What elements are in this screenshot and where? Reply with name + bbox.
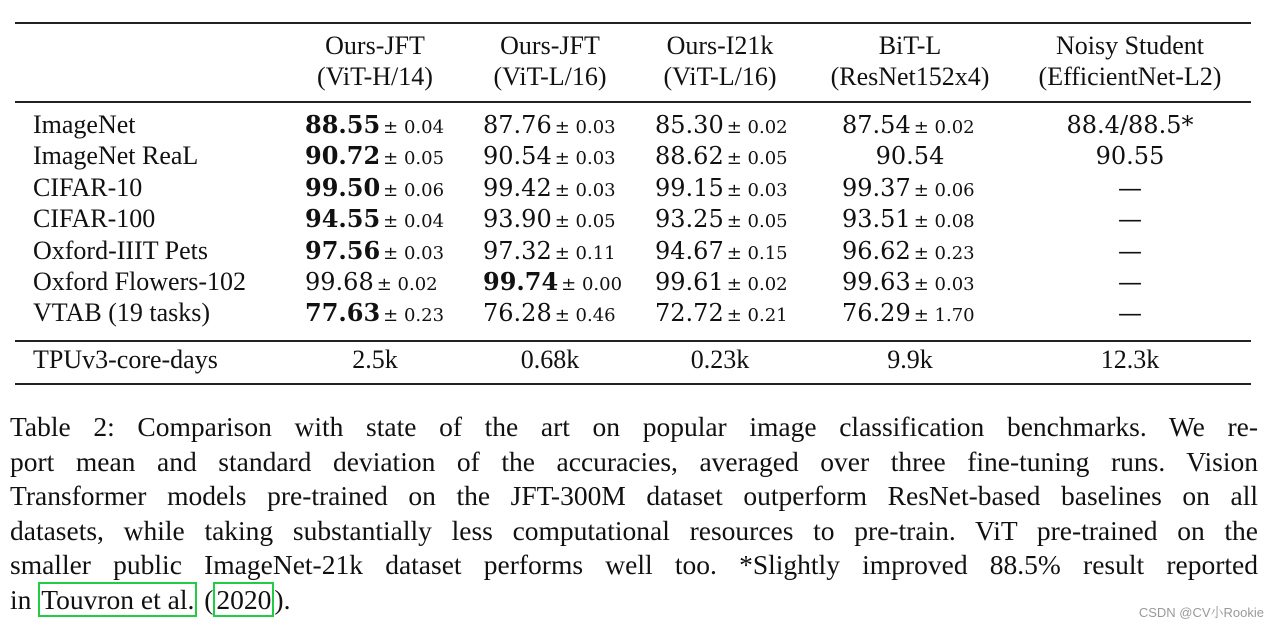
- cell-value: 76.28: [483, 299, 552, 328]
- row-label: CIFAR-100: [33, 204, 156, 234]
- column-name: BiT-L: [878, 31, 942, 60]
- cell-value: 94.67: [655, 236, 724, 265]
- table-cell: [483, 203, 616, 237]
- std-dev: ± 0.46: [554, 305, 616, 327]
- cell-value: 76.29: [842, 299, 911, 328]
- std-dev: ± 0.04: [383, 117, 445, 138]
- cell-value: 90.54: [875, 142, 945, 171]
- std-dev: ± 0.03: [726, 179, 788, 201]
- best-value: 90.72: [305, 141, 381, 171]
- table-cell: [1118, 203, 1142, 235]
- row-label: Oxford Flowers-102: [33, 267, 247, 296]
- best-value: 99.74: [483, 267, 559, 296]
- std-dev: ± 0.04: [383, 211, 445, 233]
- table-cell: [876, 140, 945, 172]
- row-label: Oxford-IIIT Pets: [33, 235, 208, 265]
- compute-value: 9.9k: [887, 345, 933, 374]
- column-header-1: [315, 30, 435, 92]
- column-header-2: [485, 30, 615, 92]
- citation-year-link[interactable]: 2020: [213, 582, 274, 617]
- best-value: 97.56: [305, 235, 381, 265]
- table-cell: [483, 235, 616, 269]
- table-cell: [1096, 140, 1165, 172]
- table-cell: [305, 235, 444, 269]
- cell-value: 99.68: [305, 268, 374, 296]
- cell-value: 87.54: [842, 111, 911, 139]
- std-dev: ± 0.03: [554, 117, 616, 138]
- std-dev: ± 0.02: [376, 274, 438, 295]
- table-cell: [483, 172, 616, 206]
- table-cell: [655, 172, 788, 206]
- compute-row-label: TPUv3-core-days: [33, 345, 218, 374]
- column-header-4: [815, 30, 1005, 92]
- cell-value: 99.63: [842, 268, 911, 296]
- caption-line: port mean and standard deviation of the accuracies, averaged over three fine-tuning runs. Vision: [10, 445, 1258, 477]
- std-dev: ± 0.03: [383, 242, 445, 264]
- std-dev: ± 0.02: [913, 117, 975, 138]
- cell-value: 93.51: [842, 205, 911, 234]
- table-caption: [10, 410, 1258, 617]
- cell-value: 93.90: [483, 205, 552, 234]
- compute-row: [15, 344, 1251, 375]
- std-dev: ± 0.06: [383, 179, 445, 201]
- table-cell: [842, 297, 975, 331]
- table-top-rule: [15, 22, 1251, 24]
- table-cell: [655, 109, 788, 143]
- table-cell: [1118, 172, 1142, 204]
- compute-rule: [15, 340, 1251, 342]
- std-dev: ± 0.02: [726, 274, 788, 295]
- table-cell: [483, 140, 616, 174]
- table-cell: [1067, 109, 1194, 141]
- cell-value: 90.55: [1095, 142, 1165, 171]
- best-value: 99.50: [305, 172, 381, 202]
- cell-value: 99.37: [842, 173, 911, 202]
- column-name: Ours-JFT: [500, 31, 600, 60]
- table-cell: [305, 266, 438, 300]
- table-row: [15, 172, 1251, 203]
- row-label: VTAB (19 tasks): [33, 298, 211, 328]
- caption-prefix: in: [10, 583, 39, 615]
- table-cell: [842, 172, 975, 206]
- caption-line: datasets, while taking substantially less computational resources to pre-train. ViT pre-trained on the: [10, 514, 1258, 546]
- std-dev: ± 1.70: [913, 305, 975, 327]
- table-cell: [842, 203, 975, 237]
- caption-paren: (: [197, 583, 214, 615]
- compute-value: 12.3k: [1100, 345, 1160, 374]
- cell-value: —: [1118, 299, 1142, 328]
- table-row: [15, 109, 1251, 140]
- table-cell: [305, 203, 444, 237]
- std-dev: ± 0.00: [561, 274, 623, 295]
- table-cell: [305, 297, 444, 331]
- column-name: Ours-I21k: [666, 31, 774, 60]
- cell-value: 93.25: [655, 205, 724, 234]
- table-cell: [305, 140, 444, 174]
- caption-line: smaller public ImageNet-21k dataset performs well too. *Slightly improved 88.5% result reported: [10, 549, 1258, 580]
- compute-value: 0.23k: [690, 345, 750, 374]
- cell-value: 99.15: [655, 173, 724, 202]
- table-cell: [483, 266, 622, 300]
- table-cell: [305, 109, 444, 143]
- std-dev: ± 0.03: [554, 179, 616, 201]
- row-label: CIFAR-10: [33, 172, 143, 202]
- best-value: 94.55: [305, 204, 381, 234]
- best-value: 77.63: [305, 298, 381, 328]
- std-dev: ± 0.05: [726, 148, 788, 170]
- std-dev: ± 0.05: [726, 211, 788, 233]
- column-model: (ViT-H/14): [317, 62, 433, 91]
- table-cell: [655, 235, 788, 269]
- std-dev: ± 0.05: [554, 211, 616, 233]
- row-label: ImageNet ReaL: [33, 141, 199, 171]
- caption-line: Transformer models pre-trained on the JFT-300M dataset outperform ResNet-based baselines on all: [10, 480, 1258, 511]
- table-cell: [1118, 235, 1142, 267]
- cell-value: 99.61: [655, 268, 724, 296]
- table-cell: [842, 266, 975, 300]
- compute-value: 0.68k: [520, 345, 580, 374]
- std-dev: ± 0.06: [913, 179, 975, 201]
- std-dev: ± 0.15: [726, 242, 788, 264]
- caption-close: ).: [274, 583, 291, 615]
- column-name: Noisy Student: [1055, 31, 1205, 60]
- column-header-3: [655, 30, 785, 92]
- column-model: (EfficientNet-L2): [1038, 62, 1222, 91]
- caption-line-last: [10, 583, 1258, 618]
- cell-value: 85.30: [655, 111, 724, 139]
- std-dev: ± 0.03: [554, 148, 616, 170]
- table-bottom-rule: [15, 383, 1251, 385]
- column-name: Ours-JFT: [325, 31, 425, 60]
- std-dev: ± 0.23: [383, 305, 445, 327]
- table-row: [15, 203, 1251, 234]
- table-row: [15, 297, 1251, 328]
- row-label: ImageNet: [33, 110, 136, 139]
- std-dev: ± 0.11: [554, 242, 616, 264]
- table-cell: [305, 172, 444, 206]
- table-cell: [842, 235, 975, 269]
- best-value: 88.55: [305, 110, 381, 139]
- cell-value: —: [1118, 205, 1142, 234]
- table-cell: [655, 203, 788, 237]
- cell-value: 99.42: [483, 173, 552, 202]
- table-cell: [655, 140, 788, 174]
- table-cell: [655, 297, 788, 331]
- citation-authors-link[interactable]: Touvron et al.: [38, 582, 197, 617]
- cell-value: 72.72: [655, 299, 724, 328]
- compute-value: 2.5k: [352, 345, 398, 374]
- std-dev: ± 0.05: [383, 148, 445, 170]
- cell-value: —: [1118, 268, 1142, 296]
- table-cell: [842, 109, 975, 143]
- column-model: (ViT-L/16): [493, 62, 607, 91]
- std-dev: ± 0.02: [726, 117, 788, 138]
- table-cell: [655, 266, 788, 300]
- table-row: [15, 140, 1251, 171]
- cell-value: —: [1118, 236, 1142, 265]
- table-cell: [483, 297, 616, 331]
- std-dev: ± 0.03: [913, 274, 975, 295]
- table-row: [15, 266, 1251, 297]
- cell-value: 96.62: [842, 236, 911, 265]
- table-row: [15, 235, 1251, 266]
- caption-line: Table 2: Comparison with state of the art on popular image classification benchmarks. We re-: [10, 411, 1258, 442]
- std-dev: ± 0.21: [726, 305, 788, 327]
- column-model: (ViT-L/16): [663, 62, 777, 91]
- cell-value: 88.62: [655, 142, 724, 171]
- cell-value: 88.4/88.5*: [1066, 111, 1194, 139]
- header-rule: [15, 101, 1251, 103]
- column-header-5: [1025, 30, 1235, 92]
- cell-value: —: [1118, 173, 1142, 202]
- table-cell: [1118, 297, 1142, 329]
- cell-value: 97.32: [483, 236, 552, 265]
- cell-value: 87.76: [483, 111, 552, 139]
- table-cell: [1118, 266, 1142, 298]
- watermark: CSDN @CV小Rookie: [1138, 605, 1264, 620]
- column-model: (ResNet152x4): [830, 62, 990, 91]
- std-dev: ± 0.23: [913, 242, 975, 264]
- cell-value: 90.54: [483, 142, 552, 171]
- std-dev: ± 0.08: [913, 211, 975, 233]
- table-cell: [483, 109, 616, 143]
